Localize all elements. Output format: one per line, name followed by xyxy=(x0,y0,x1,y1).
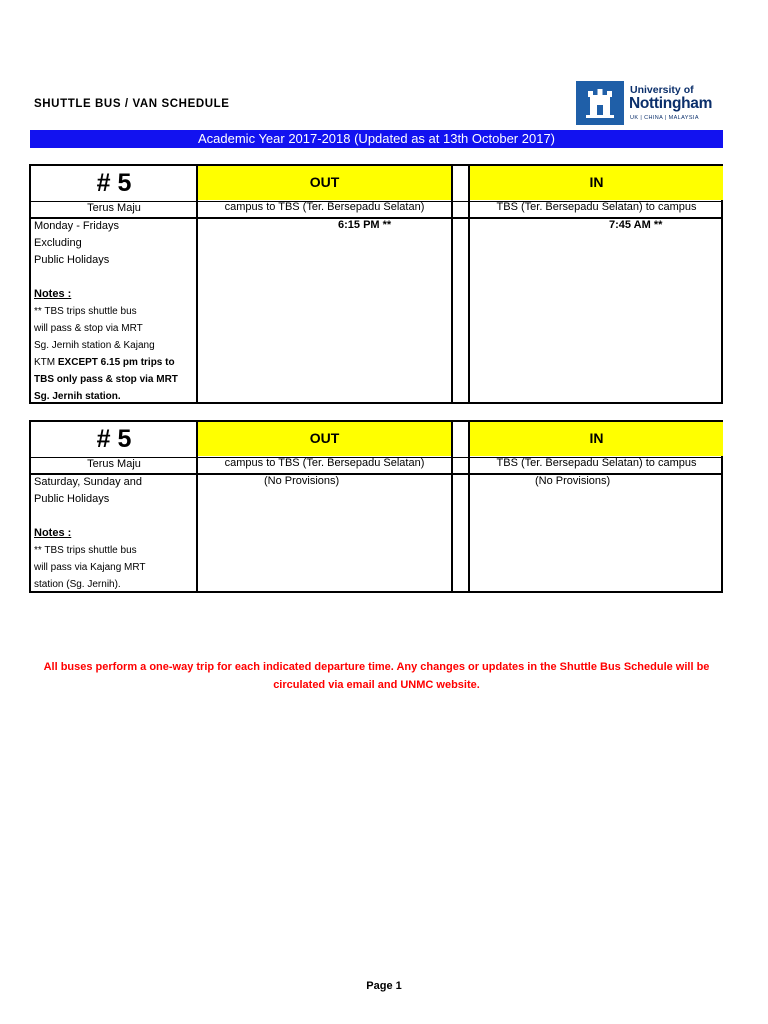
schedule-table-weekend xyxy=(29,420,723,593)
notes-emphasis: EXCEPT 6.15 pm trips to xyxy=(57,357,175,368)
days-line: Monday - Fridays xyxy=(34,220,119,232)
out-header: OUT xyxy=(198,422,451,456)
out-description: campus to TBS (Ter. Bersepadu Selatan) xyxy=(224,201,425,213)
out-departure-time: 6:15 PM ** xyxy=(338,219,392,231)
days-line: Public Holidays xyxy=(34,254,110,266)
route-name: Terus Maju xyxy=(87,458,141,470)
footer-notice: All buses perform a one-way trip for each indicated departure time. Any changes or updates in the Shuttle Bus Schedule will be circulated via email and UNMC website. xyxy=(43,661,710,691)
notes-line xyxy=(34,354,196,371)
in-departure-time: 7:45 AM ** xyxy=(609,219,663,231)
schedule-table-weekday xyxy=(29,164,723,404)
notes-line: TBS only pass & stop via MRT xyxy=(34,374,178,385)
route-name: Terus Maju xyxy=(87,202,141,214)
notes-line: ** TBS trips shuttle bus xyxy=(34,306,137,317)
in-header: IN xyxy=(470,422,723,456)
page-number: Page 1 xyxy=(366,980,402,992)
service-days-notes xyxy=(34,474,196,593)
notes-text: KTM xyxy=(34,357,58,368)
in-description: TBS (Ter. Bersepadu Selatan) to campus xyxy=(496,457,697,469)
route-number: # 5 xyxy=(96,425,132,453)
out-description: campus to TBS (Ter. Bersepadu Selatan) xyxy=(224,457,425,469)
days-line: Saturday, Sunday and xyxy=(34,476,143,488)
logo-line-3: UK | CHINA | MALAYSIA xyxy=(630,115,699,121)
notes-line: will pass via Kajang MRT xyxy=(34,562,146,573)
logo-line-2: Nottingham xyxy=(629,95,713,112)
in-description: TBS (Ter. Bersepadu Selatan) to campus xyxy=(496,201,697,213)
academic-year-banner: Academic Year 2017-2018 (Updated as at 13th October 2017) xyxy=(30,130,723,148)
route-number: # 5 xyxy=(96,169,132,197)
days-line: Public Holidays xyxy=(34,493,110,505)
notes-line: Sg. Jernih station. xyxy=(34,391,121,402)
in-departure-time: (No Provisions) xyxy=(535,475,611,487)
page-title: SHUTTLE BUS / VAN SCHEDULE xyxy=(34,98,230,110)
logo-line-1: University of xyxy=(630,84,694,96)
notes-line: will pass & stop via MRT xyxy=(34,323,143,334)
notes-label: Notes : xyxy=(34,527,72,539)
university-logo xyxy=(576,81,713,125)
out-header: OUT xyxy=(198,166,451,200)
notes-line: Sg. Jernih station & Kajang xyxy=(34,340,155,351)
notes-line: station (Sg. Jernih). xyxy=(34,579,121,590)
notes-line: ** TBS trips shuttle bus xyxy=(34,545,137,556)
notes-label: Notes : xyxy=(34,288,72,300)
days-line: Excluding xyxy=(34,237,82,249)
service-days-notes xyxy=(34,218,196,405)
out-departure-time: (No Provisions) xyxy=(264,475,340,487)
in-header: IN xyxy=(470,166,723,200)
castle-crest-icon xyxy=(576,81,624,125)
